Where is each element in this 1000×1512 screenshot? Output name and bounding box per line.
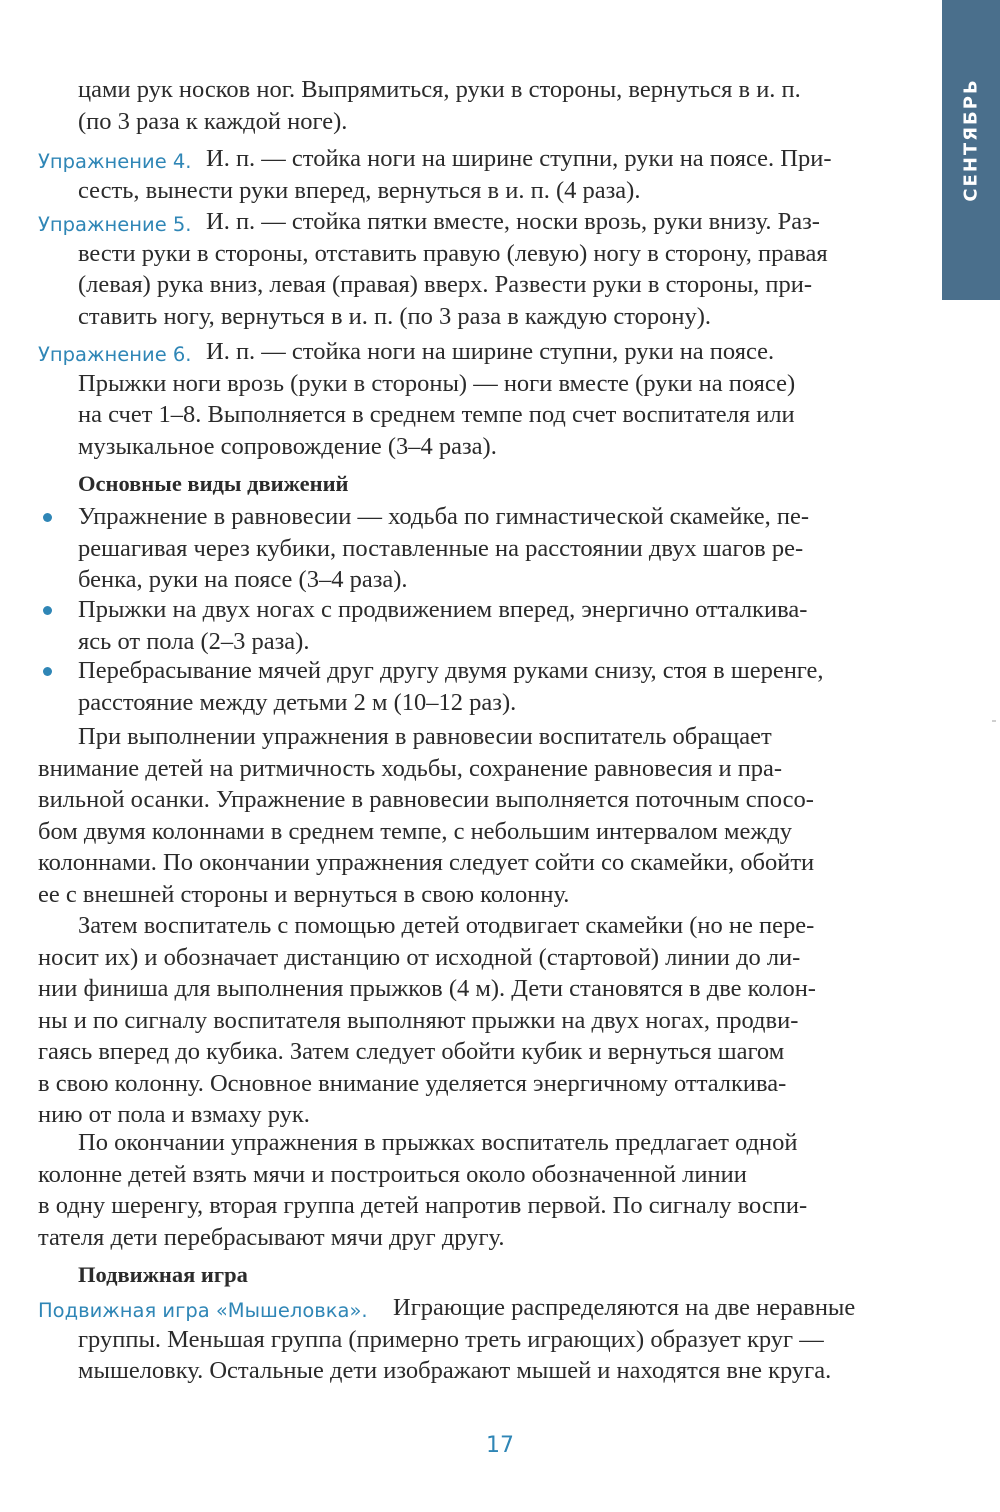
text-line: ставить ногу, вернуться в и. п. (по 3 раза в каждую сторону). <box>78 302 712 330</box>
bullet-dot-icon <box>43 606 52 615</box>
text-line: расстояние между детьми 2 м (10–12 раз). <box>78 688 517 716</box>
text-line: мышеловку. Остальные дети изображают мышей и находятся вне круга. <box>78 1357 832 1384</box>
exercise-4-label: Упражнение 4. <box>38 150 192 173</box>
text-line: Затем воспитатель с помощью детей отодвигает скамейки (но не пере- <box>78 912 815 939</box>
text-line: И. п. — стойка пятки вместе, носки врозь, руки внизу. Раз- <box>206 208 820 235</box>
bullet-item <box>78 501 886 596</box>
text-line: на счет 1–8. Выполняется в среднем темпе под счет воспитателя или <box>78 401 795 428</box>
bullet-dot-icon <box>43 513 52 522</box>
text-line: бом двумя колоннами в среднем темпе, с небольшим интервалом между <box>38 817 792 845</box>
text-line: Перебрасывание мячей друг другу двумя руками снизу, стоя в шеренге, <box>78 657 824 684</box>
exercise-5-label: Упражнение 5. <box>38 213 192 236</box>
text-line: бенка, руки на поясе (3–4 раза). <box>78 566 408 593</box>
text-line: тателя дети перебрасывают мячи друг другу. <box>38 1223 505 1251</box>
exercise-4 <box>38 143 886 206</box>
text-line: И. п. — стойка ноги на ширине ступни, руки на поясе. <box>206 338 775 365</box>
text-line: Упражнение в равновесии — ходьба по гимнастической скамейке, пе- <box>78 503 810 530</box>
text-line: носит их) и обозначает дистанцию от исходной (стартовой) линии до ли- <box>38 943 801 971</box>
text-line: в одну шеренгу, вторая группа детей напротив первой. По сигналу воспи- <box>38 1192 808 1219</box>
text-line: ны и по сигналу воспитателя выполняют прыжки на двух ногах, продви- <box>38 1006 799 1034</box>
text-line: ее с внешней стороны и вернуться в свою колонну. <box>38 880 570 908</box>
text-line: (по 3 раза к каждой ноге). <box>78 107 348 135</box>
month-side-tab <box>942 0 1000 300</box>
text-line: вести руки в стороны, отставить правую (левую) ногу в сторону, правая <box>78 239 828 267</box>
text-line: По окончании упражнения в прыжках воспитатель предлагает одной <box>78 1129 798 1156</box>
text-line: в свою колонну. Основное внимание уделяется энергичному отталкива- <box>38 1069 787 1097</box>
text-line: колоннами. По окончании упражнения следует сойти со скамейки, обойти <box>38 849 815 876</box>
text-line: группы. Меньшая группа (примерно треть играющих) образует круг — <box>78 1325 824 1353</box>
text-line: И. п. — стойка ноги на ширине ступни, руки на поясе. При- <box>206 145 832 172</box>
text-line: вильной осанки. Упражнение в равновесии выполняется поточным спосо- <box>38 786 814 813</box>
exercise-6-label: Упражнение 6. <box>38 343 192 366</box>
text-continuation <box>78 74 886 137</box>
text-line: гаясь вперед до кубика. Затем следует обойти кубик и вернуться шагом <box>38 1038 785 1065</box>
text-line: При выполнении упражнения в равновесии воспитатель обращает <box>78 723 772 750</box>
text-line: Прыжки ноги врозь (руки в стороны) — ноги вместе (руки на поясе) <box>78 369 796 397</box>
bullet-item <box>78 655 886 718</box>
body-paragraph <box>38 721 886 910</box>
text-line: сесть, вынести руки вперед, вернуться в и. п. (4 раза). <box>78 176 641 204</box>
text-line: музыкальное сопровождение (3–4 раза). <box>78 432 497 460</box>
text-line: решагивая через кубики, поставленные на расстоянии двух шагов ре- <box>78 534 804 562</box>
month-label: СЕНТЯБРЬ <box>960 78 982 202</box>
text-line: цами рук носков ног. Выпрямиться, руки в стороны, вернуться в и. п. <box>78 76 801 103</box>
game-title: Подвижная игра «Мышеловка». <box>38 1299 368 1322</box>
body-paragraph <box>38 910 886 1131</box>
text-line: нии финиша для выполнения прыжков (4 м). Дети становятся в две колон- <box>38 975 816 1002</box>
exercise-5 <box>38 206 886 332</box>
edge-mark <box>992 720 996 722</box>
bullet-item <box>78 594 886 657</box>
game-description <box>38 1292 886 1387</box>
exercise-6 <box>38 336 886 462</box>
body-paragraph <box>38 1127 886 1253</box>
text-line: ясь от пола (2–3 раза). <box>78 627 310 655</box>
text-line: колонне детей взять мячи и построиться около обозначенной линии <box>38 1160 747 1188</box>
bullet-dot-icon <box>43 667 52 676</box>
text-line: Прыжки на двух ногах с продвижением вперед, энергично отталкива- <box>78 596 808 623</box>
text-line: нию от пола и взмаху рук. <box>38 1101 310 1128</box>
text-line: (левая) рука вниз, левая (правая) вверх. Развести руки в стороны, при- <box>78 271 813 298</box>
text-line: внимание детей на ритмичность ходьбы, сохранение равновесия и пра- <box>38 754 783 782</box>
page-number: 17 <box>486 1433 514 1458</box>
section-heading-outdoor-game: Подвижная игра <box>78 1262 248 1287</box>
section-heading-main-movements: Основные виды движений <box>78 471 349 496</box>
text-line: Играющие распределяются на две неравные <box>393 1294 856 1321</box>
